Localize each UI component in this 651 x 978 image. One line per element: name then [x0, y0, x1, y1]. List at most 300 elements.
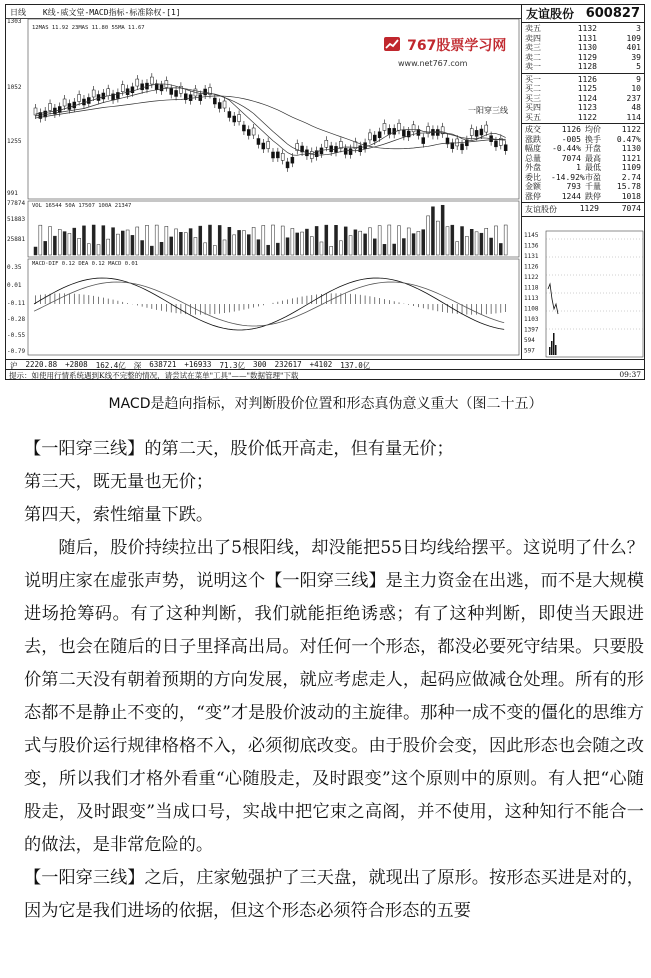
quote-volume: 114: [626, 112, 641, 122]
candle-body: [330, 146, 333, 152]
candle-body: [189, 95, 192, 101]
volume-bar: [373, 239, 376, 255]
volume-bar: [281, 226, 284, 255]
candle-body: [213, 98, 216, 104]
candle-body: [73, 102, 76, 108]
volume-bar: [276, 243, 279, 255]
volume-bar: [446, 227, 449, 255]
candle-body: [97, 95, 100, 101]
volume-bar: [58, 229, 61, 255]
stat-value: 0.47%: [616, 134, 641, 144]
mini-axis-label: 1126: [524, 263, 539, 271]
volume-bar: [504, 225, 507, 255]
candle-body: [228, 112, 231, 118]
volume-bar: [335, 225, 338, 255]
volume-bar: [383, 244, 386, 255]
candle-body: [504, 145, 507, 151]
quote-row: [525, 34, 641, 44]
quote-price: 1130: [577, 43, 597, 52]
volume-bar: [228, 227, 231, 255]
volume-bar: [116, 234, 119, 255]
quote-row: [525, 62, 641, 72]
stat-row: [525, 163, 641, 173]
volume-bar: [165, 226, 168, 255]
axis-tick-label: 25881: [7, 236, 26, 243]
volume-bar: [233, 235, 236, 255]
period-label[interactable]: 日线: [10, 8, 26, 17]
intraday-mini-chart: [522, 229, 645, 359]
quote-volume: 10: [631, 84, 641, 93]
volume-bar: [267, 245, 270, 255]
index-value: 232617: [274, 360, 302, 369]
volume-bar: [315, 226, 318, 255]
quote-row: [525, 113, 641, 123]
volume-bar: [179, 232, 182, 255]
volume-bar: [131, 235, 134, 255]
volume-bar: [436, 221, 439, 255]
volume-bar: [223, 240, 226, 255]
quote-volume: 9: [636, 74, 641, 84]
trade-stats: [522, 124, 644, 203]
candle-body: [480, 129, 483, 135]
volume-bar: [412, 234, 415, 255]
axis-tick-label: -0.28: [7, 316, 26, 323]
volume-bar: [422, 230, 425, 255]
mini-chart-name: 友谊股份: [525, 205, 557, 214]
stat-value: 1109: [621, 163, 641, 172]
volume-bar: [34, 247, 37, 255]
watermark: [384, 35, 506, 68]
moving-average-line: [36, 96, 506, 149]
mini-axis-label: 1118: [524, 284, 539, 292]
mini-axis-label: 1103: [524, 316, 539, 323]
candle-body: [252, 128, 255, 135]
watermark-site: www.net767.com: [398, 59, 468, 68]
volume-bar: [291, 228, 294, 255]
figure-caption: MACD是趋向指标，对判断股价位置和形态真伪意义重大（图二十五）: [108, 396, 543, 412]
indicator-legend: MACD·DIF 0.12 DEA 0.12 MACD 0.01: [32, 261, 138, 267]
paragraph: 第三天，既无量也无价；: [24, 472, 214, 492]
stat-value: 1122: [621, 125, 641, 134]
volume-bar: [218, 225, 221, 255]
candle-body: [262, 143, 265, 149]
volume-bar: [189, 229, 192, 255]
mini-price-line: [548, 284, 558, 314]
panel-frame: [28, 259, 519, 355]
stat-value: 1126: [561, 125, 581, 134]
stat-label: 涨停: [525, 191, 541, 201]
quote-label: 卖一: [525, 62, 541, 71]
candle-body: [218, 103, 221, 109]
candle-body: [141, 84, 144, 90]
volume-bar: [330, 246, 333, 255]
chart-area: [6, 19, 521, 359]
volume-bar: [112, 228, 115, 255]
candle-body: [131, 87, 134, 93]
quote-row: [525, 53, 641, 63]
axis-tick-label: 77874: [7, 200, 26, 207]
stat-value: -14.92%: [551, 172, 585, 182]
quote-row: [525, 94, 641, 104]
axis-tick-label: 0.01: [7, 282, 22, 289]
volume-bar: [485, 228, 488, 255]
volume-bar: [194, 237, 197, 255]
volume-bar: [310, 237, 313, 255]
candle-body: [388, 128, 391, 134]
volume-bar: [393, 244, 396, 255]
candle-body: [475, 130, 478, 136]
candle-body: [102, 93, 105, 99]
volume-bar: [107, 239, 110, 255]
quote-price: 1124: [577, 93, 597, 103]
volume-bar: [262, 225, 265, 255]
volume-bar: [494, 226, 497, 255]
candle-body: [325, 140, 328, 147]
help-bar: [6, 369, 644, 380]
mini-volume-bar: [551, 341, 553, 355]
volume-bar: [461, 227, 464, 255]
index-value: 2220.88: [25, 360, 58, 369]
candle-body: [247, 130, 250, 136]
quote-label: 卖五: [525, 24, 541, 33]
candle-body: [63, 99, 66, 106]
quote-price: 1131: [577, 33, 597, 43]
stat-value: 1: [576, 163, 581, 172]
candle-body: [402, 130, 405, 136]
axis-tick-label: 1052: [7, 84, 22, 91]
mini-volume-bar: [553, 333, 555, 355]
volume-bar: [368, 228, 371, 255]
volume-bar: [141, 241, 144, 255]
volume-bar: [470, 229, 473, 255]
volume-bar: [92, 225, 95, 255]
stat-label: 委比: [525, 172, 541, 182]
quote-label: 卖四: [525, 33, 541, 43]
volume-bar: [325, 225, 328, 255]
quote-row: [525, 75, 641, 85]
quote-volume: 3: [636, 24, 641, 33]
volume-bar: [480, 233, 483, 255]
stat-label: 最低: [585, 163, 601, 172]
axis-tick-label: -0.55: [7, 332, 26, 339]
axis-tick-label: -0.79: [7, 348, 26, 355]
quote-label: 买四: [525, 103, 541, 112]
quote-panel: [521, 5, 644, 359]
stat-row: [525, 154, 641, 164]
volume-bar: [53, 236, 56, 255]
quote-row: [525, 84, 641, 94]
stat-value: 15.78: [616, 182, 641, 191]
volume-bar: [364, 234, 367, 255]
candle-body: [116, 92, 119, 98]
stat-label: 幅度: [525, 144, 541, 153]
mini-axis-label: 1397: [524, 326, 539, 334]
quote-price: 1129: [577, 52, 597, 62]
logo-icon: [384, 36, 400, 55]
candle-body: [49, 104, 52, 111]
stat-value: 1244: [561, 191, 581, 201]
volume-bar: [39, 225, 42, 255]
quote-price: 1122: [577, 112, 597, 122]
volume-bar: [126, 230, 129, 255]
mini-axis-label: 1122: [524, 274, 539, 281]
volume-bar: [49, 227, 52, 255]
stat-row: [525, 173, 641, 183]
candle-body: [349, 149, 352, 155]
volume-bar: [170, 237, 173, 255]
volume-bar: [175, 229, 178, 255]
watermark-brand: 767股票学习网: [407, 38, 507, 54]
mini-axis-label: 597: [524, 347, 535, 355]
quote-price: 1126: [577, 74, 597, 84]
stat-row: [525, 135, 641, 145]
axis-tick-label: 0.35: [7, 264, 22, 271]
dea-line: [34, 282, 504, 326]
mini-axis-label: 594: [524, 337, 535, 344]
quote-volume: 237: [626, 93, 641, 103]
candle-body: [87, 98, 90, 104]
candle-body: [344, 148, 347, 154]
axis-tick-label: 51883: [7, 216, 26, 223]
volume-bar: [121, 231, 124, 255]
pattern-annotation: 一阳穿三线: [468, 106, 508, 115]
candle-body: [373, 135, 376, 141]
quote-row: [525, 43, 641, 53]
candle-body: [494, 141, 497, 147]
volume-bar: [456, 242, 459, 255]
stat-label: 换手: [585, 134, 601, 144]
volume-bar: [213, 246, 216, 255]
volume-bar: [499, 243, 502, 255]
indicator-legend: VOL 16544 50A 17507 100A 21347: [32, 203, 132, 209]
volume-bar: [73, 228, 76, 255]
volume-bar: [272, 225, 275, 255]
volume-bar: [204, 243, 207, 255]
volume-bar: [451, 225, 454, 255]
volume-bar: [431, 207, 434, 255]
axis-tick-label: 991: [7, 190, 18, 197]
help-tip: 提示：如使用行情系统遇到K线不完整的情况，请尝试在菜单"工具"——"数据管理"下载: [9, 371, 299, 380]
quote-label: 卖二: [525, 52, 541, 62]
candle-body: [68, 104, 71, 110]
quote-label: 卖三: [525, 43, 541, 52]
volume-bar: [286, 238, 289, 255]
quote-volume: 48: [631, 103, 641, 112]
volume-bar: [247, 235, 250, 255]
candle-body: [267, 142, 270, 149]
volume-bar: [320, 242, 323, 255]
candle-body: [291, 157, 294, 163]
stat-row: [525, 144, 641, 154]
chart-title-bar: [6, 5, 521, 19]
paragraph: 【一阳穿三线】之后，庄家勉强护了三天盘，就现出了原形。按形态买进是对的，因为它是我们进场的依据，但这个形态必须符合形态的五要: [24, 868, 644, 921]
stat-label: 跌停: [585, 191, 601, 201]
index-value: 300: [253, 360, 267, 369]
candle-body: [470, 129, 473, 136]
mini-axis-label: 1131: [524, 253, 539, 260]
volume-bar: [184, 233, 187, 255]
mini-axis-label: 1136: [524, 242, 539, 250]
volume-bar: [427, 216, 430, 255]
quote-price: 1125: [577, 84, 597, 93]
candle-body: [422, 138, 425, 144]
volume-bar: [388, 225, 391, 255]
volume-bar: [407, 228, 410, 255]
stat-value: 2.74: [621, 172, 641, 182]
candle-body: [398, 123, 401, 130]
stat-row: [525, 192, 641, 202]
stat-label: 外盘: [525, 163, 541, 172]
quote-volume: 401: [626, 43, 641, 52]
candle-body: [281, 153, 284, 160]
index-value: +2808: [65, 360, 88, 369]
candle-body: [257, 139, 260, 145]
dif-line: [34, 278, 504, 330]
index-value: 71.3亿: [219, 361, 246, 370]
quote-volume: 5: [636, 62, 641, 71]
volume-bar: [252, 227, 255, 255]
candle-body: [82, 99, 85, 105]
candle-body: [175, 90, 178, 96]
stat-value: -005: [561, 134, 581, 144]
candle-body: [233, 116, 236, 122]
stat-label: 总量: [525, 153, 541, 163]
candle-body: [107, 89, 110, 96]
volume-bar: [63, 232, 66, 255]
candle-body: [412, 125, 415, 132]
volume-bar: [242, 231, 245, 255]
quote-label: 买三: [525, 93, 541, 103]
candle-body: [170, 88, 173, 94]
index-value: +4102: [309, 360, 333, 369]
quote-price: 1123: [577, 103, 597, 112]
index-value: 638721: [149, 360, 177, 369]
stat-value: 1130: [621, 144, 641, 153]
volume-bar: [155, 225, 158, 255]
stat-value: 7074: [561, 153, 581, 163]
stat-label: 市盈: [585, 172, 601, 182]
candle-body: [150, 77, 153, 84]
axis-tick-label: 1255: [7, 138, 22, 145]
quote-row: [525, 103, 641, 113]
candle-body: [58, 107, 61, 113]
candle-body: [310, 151, 313, 158]
index-value: 沪: [10, 361, 18, 370]
candle-body: [359, 146, 362, 152]
volume-bar: [398, 226, 401, 255]
volume-bar: [349, 236, 352, 255]
candle-body: [276, 152, 279, 158]
volume-bar: [199, 226, 202, 255]
volume-bar: [301, 232, 304, 255]
volume-bar: [296, 233, 299, 255]
candle-body: [485, 125, 488, 132]
buy-quotes: [522, 74, 644, 125]
candle-body: [286, 162, 289, 168]
volume-bar: [305, 229, 308, 255]
stat-label: 开盘: [585, 144, 601, 153]
axis-tick-label: 1303: [7, 19, 22, 25]
volume-bar: [475, 232, 478, 255]
volume-bar: [339, 241, 342, 255]
stat-value: 793: [566, 182, 581, 191]
candle-body: [461, 144, 464, 150]
quote-volume: 109: [626, 33, 641, 43]
stat-value: -0.44%: [552, 144, 581, 153]
volume-bar: [238, 230, 241, 255]
candle-body: [136, 79, 139, 86]
index-value: +16933: [184, 360, 212, 369]
mini-frame: [546, 231, 643, 357]
index-value: 137.0亿: [340, 361, 371, 370]
mini-axis-label: 1108: [524, 305, 539, 313]
candle-body: [451, 143, 454, 149]
quote-volume: 39: [631, 52, 641, 62]
volume-bar: [441, 205, 444, 255]
index-value: 深: [133, 361, 142, 370]
quote-row: [525, 24, 641, 34]
volume-bar: [402, 239, 405, 255]
kline-svg: [6, 19, 521, 359]
volume-bar: [78, 238, 81, 255]
stat-label: 金额: [525, 182, 541, 191]
volume-bar: [44, 241, 47, 255]
volume-bar: [208, 225, 211, 255]
candle-body: [272, 152, 275, 158]
quote-price: 1128: [577, 62, 597, 71]
volume-bar: [145, 225, 148, 255]
stat-value: 1018: [621, 191, 641, 201]
volume-bar: [97, 245, 100, 255]
mini-axis-label: 1113: [524, 295, 539, 302]
mini-axis-label: 1145: [524, 232, 539, 239]
sell-quotes: [522, 23, 644, 74]
paragraph: 【一阳穿三线】的第二天，股价低开高走，但有量无价；: [24, 439, 454, 459]
stat-label: 成交: [525, 125, 541, 134]
stat-label: 涨跌: [525, 134, 541, 144]
quote-label: 买一: [525, 74, 541, 84]
volume-bar: [257, 240, 260, 255]
volume-bar: [354, 230, 357, 255]
article-body: [24, 433, 644, 928]
stat-label: 千量: [585, 182, 601, 191]
candle-body: [160, 85, 163, 91]
ticker-name: 友谊股份: [526, 7, 575, 21]
ticker-header: [522, 5, 644, 23]
volume-bar: [150, 246, 153, 255]
volume-bar: [68, 233, 71, 255]
candle-body: [238, 115, 241, 122]
stat-row: [525, 125, 641, 135]
volume-bar: [160, 242, 163, 255]
ticker-code: 600827: [585, 6, 640, 21]
axis-tick-label: -0.11: [7, 300, 26, 307]
clock: 09:37: [619, 370, 641, 379]
volume-bar: [378, 226, 381, 255]
candle-body: [223, 101, 226, 108]
stat-row: [525, 182, 641, 192]
stat-value: 1121: [621, 153, 641, 163]
stock-chart-figure: [5, 4, 645, 380]
candle-body: [78, 95, 81, 102]
volume-bar: [82, 226, 85, 255]
volume-bar: [87, 244, 90, 255]
mini-volume-bar: [555, 345, 557, 355]
indicator-label: K线-威文堂-MACD指标-标准除权-[1]: [42, 8, 181, 17]
volume-bar: [102, 226, 105, 255]
volume-bar: [344, 227, 347, 255]
quote-label: 买五: [525, 112, 541, 122]
